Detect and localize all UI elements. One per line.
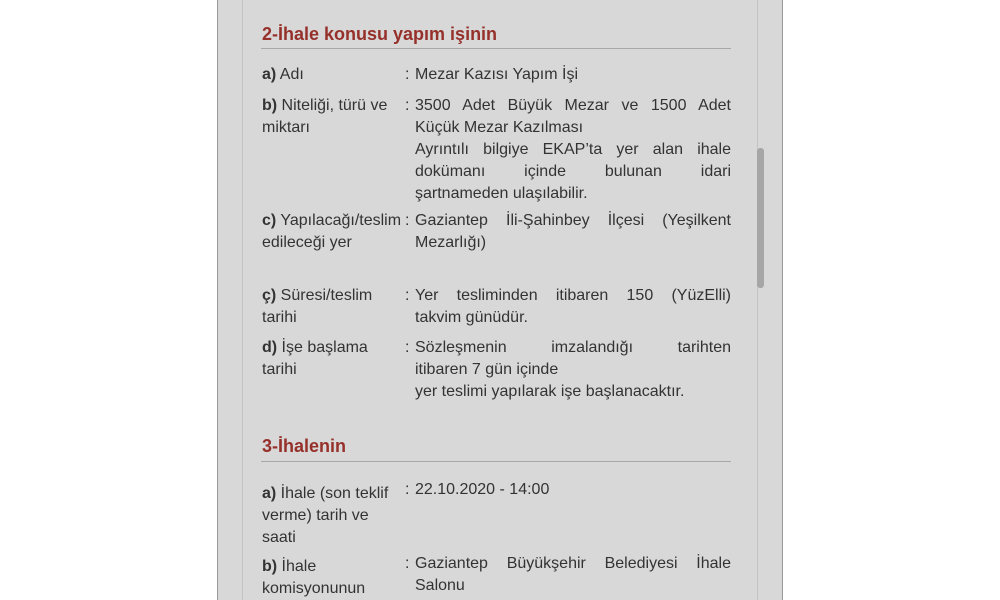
row-value: Sözleşmenin imzalandığı tarihten itibaren 7 gün içinde yer teslimi yapılarak işe başlanacaktır. (415, 339, 731, 400)
row-value: 3500 Adet Büyük Mezar ve 1500 Adet Küçük Mezar Kazılması Ayrıntılı bilgiye EKAP’ta yer alan ihale dokümanı içinde bulunan idari şartnameden ulaşılabilir. (415, 97, 731, 202)
row-separator: : (405, 66, 410, 83)
vertical-scrollbar-thumb[interactable] (757, 148, 764, 288)
section-2-title: 2-İhale konusu yapım işinin (262, 24, 498, 44)
row-separator: : (405, 481, 410, 498)
section-2-divider (261, 48, 731, 49)
row-label: c) Yapılacağı/teslim edileceği yer (262, 212, 402, 251)
section-3-divider (261, 461, 731, 462)
row-separator: : (405, 212, 410, 229)
row-label: ç) Süresi/teslim tarihi (262, 287, 373, 326)
document-content (242, 0, 758, 600)
row-value: Gaziantep İli-Şahinbey İlçesi (Yeşilkent Mezarlığı) (415, 212, 731, 251)
section-3-title: 3-İhalenin (262, 436, 347, 456)
document-page[interactable] (217, 0, 783, 600)
row-value: 22.10.2020 - 14:00 (415, 481, 550, 498)
row-value: Mezar Kazısı Yapım İşi (415, 66, 579, 83)
row-separator: : (405, 555, 410, 572)
row-separator: : (405, 339, 410, 356)
row-label: a) Adı (262, 66, 304, 83)
row-label: b) İhale komisyonunun (262, 558, 366, 597)
row-value: Yer tesliminden itibaren 150 (YüzElli) takvim günüdür. (415, 287, 731, 326)
row-separator: : (405, 287, 410, 304)
row-value: Gaziantep Büyükşehir Belediyesi İhale Salonu (415, 555, 731, 594)
row-label: d) İşe başlama tarihi (262, 339, 368, 378)
row-separator: : (405, 97, 410, 114)
row-label: a) İhale (son teklif verme) tarih ve saati (262, 485, 389, 546)
row-label: b) Niteliği, türü ve miktarı (262, 97, 388, 136)
